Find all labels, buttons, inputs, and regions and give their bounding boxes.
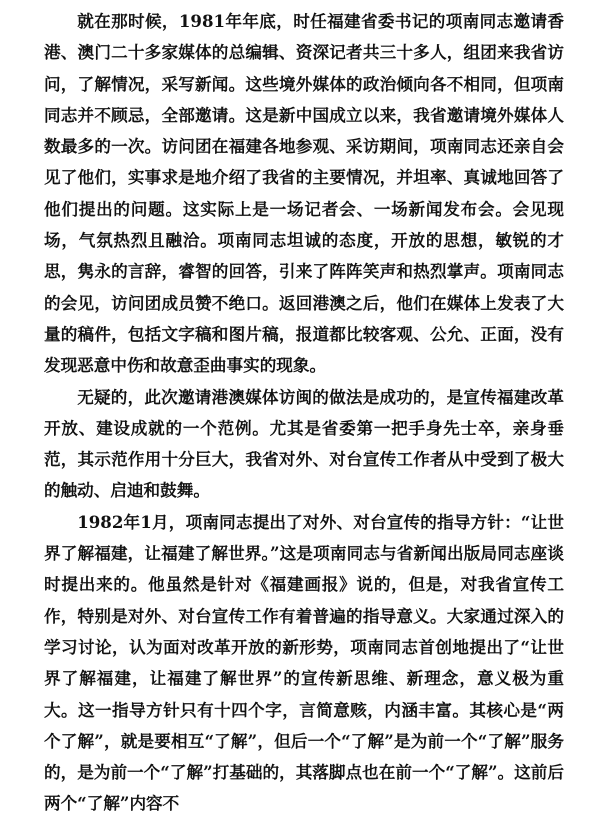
paragraph-3: 1982年1月，项南同志提出了对外、对台宣传的指导方针：“让世界了解福建，让福建了解世界。”这是项南同志与省新闻出版局同志座谈时提出来的。他虽然是针对《福建画报》说的，但是，对我省宣传工作，特别是对外、对台宣传工作有着普遍的指导意义。大家通过深入的学习讨论，认为面对改革开放的新形势，项南同志首创地提出了“让世界了解福建，让福建了解世界”的宣传新思维、新理念，意义极为重大。这一指导方针只有十四个字，言简意赅，内涵丰富。其核心是“两个了解”，就是要相互“了解”，但后一个“了解”是为前一个“了解”服务的，是为前一个“了解”打基础的，其落脚点也在前一个“了解”。这前后两个“了解”内容不 <box>44 511 564 814</box>
paragraph-1: 就在那时候，1981年年底，时任福建省委书记的项南同志邀请香港、澳门二十多家媒体的总编辑、资深记者共三十多人，组团来我省访问，了解情况，采写新闻。这些境外媒体的政治倾向各不相同，但项南同志并不顾忌，全部邀请。这是新中国成立以来，我省邀请境外媒体人数最多的一次。访问团在福建各地参观、采访期间，项南同志还亲自会见了他们，实事求是地介绍了我省的主要情况，并坦率、真诚地回答了他们提出的问题。这实际上是一场记者会、一场新闻发布会。会见现场，气氛热烈且融洽。项南同志坦诚的态度，开放的思想，敏锐的才思，隽永的言辞，睿智的回答，引来了阵阵笑声和热烈掌声。项南同志的会见，访问团成员赞不绝口。返回港澳之后，他们在媒体上发表了大量的稿件，包括文字稿和图片稿，报道都比较客观、公允、正面，没有发现恶意中伤和故意歪曲事实的现象。 <box>44 11 564 376</box>
document-page <box>44 6 564 820</box>
paragraph-2: 无疑的，此次邀请港澳媒体访闽的做法是成功的，是宣传福建改革开放、建设成就的一个范例。尤其是省委第一把手身先士卒，亲身垂范，其示范作用十分巨大，我省对外、对台宣传工作者从中受到了极大的触动、启迪和鼓舞。 <box>44 386 564 501</box>
